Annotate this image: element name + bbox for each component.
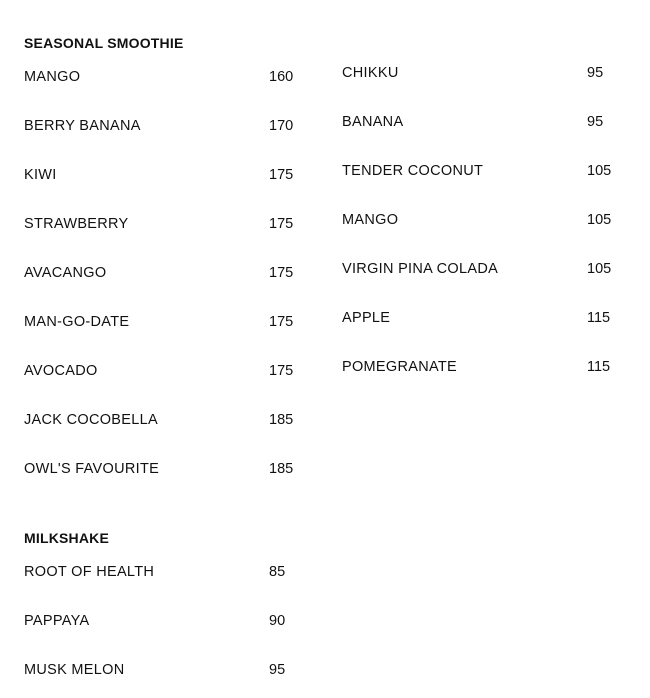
- menu-item-name: BANANA: [342, 114, 404, 130]
- menu-item-name: TENDER COCONUT: [342, 163, 484, 179]
- menu-item-name: AVOCADO: [24, 363, 98, 379]
- menu-item-name: KIWI: [24, 167, 57, 183]
- menu-item-name: MUSK MELON: [24, 662, 125, 678]
- menu-item-price: 105: [587, 261, 612, 277]
- menu-item-price: 105: [587, 212, 612, 228]
- menu-item-price: 105: [587, 163, 612, 179]
- menu-item-name: AVACANGO: [24, 265, 107, 281]
- menu-item-name: MANGO: [24, 69, 81, 85]
- menu-item-price: 160: [269, 69, 294, 85]
- menu-item-price: 85: [269, 564, 286, 580]
- menu-item-name: MAN-GO-DATE: [24, 314, 130, 330]
- menu-item-price: 115: [587, 310, 611, 326]
- section-title-milkshake: MILKSHAKE: [24, 530, 110, 546]
- menu-item-name: PAPPAYA: [24, 613, 90, 629]
- menu-item-name: JACK COCOBELLA: [24, 412, 158, 428]
- menu-item-name: ROOT OF HEALTH: [24, 564, 155, 580]
- menu-item-price: 170: [269, 118, 294, 134]
- menu-item-price: 95: [269, 662, 286, 678]
- menu-item-price: 185: [269, 412, 294, 428]
- menu-item-name: APPLE: [342, 310, 391, 326]
- menu-item-price: 185: [269, 461, 294, 477]
- menu-item-price: 175: [269, 314, 294, 330]
- menu-item-name: MANGO: [342, 212, 399, 228]
- menu-item-price: 95: [587, 114, 604, 130]
- menu-item-price: 95: [587, 65, 604, 81]
- menu-item-name: VIRGIN PINA COLADA: [342, 261, 499, 277]
- menu-item-name: STRAWBERRY: [24, 216, 129, 232]
- menu-item-price: 115: [587, 359, 611, 375]
- menu-item-price: 175: [269, 216, 294, 232]
- menu-item-price: 175: [269, 363, 294, 379]
- menu-item-name: OWL'S FAVOURITE: [24, 461, 160, 477]
- menu-item-price: 175: [269, 167, 294, 183]
- menu-item-name: POMEGRANATE: [342, 359, 458, 375]
- section-title-seasonal-smoothie: SEASONAL SMOOTHIE: [24, 35, 184, 51]
- menu-item-price: 175: [269, 265, 294, 281]
- menu-item-price: 90: [269, 613, 286, 629]
- menu-item-name: BERRY BANANA: [24, 118, 141, 134]
- menu-item-name: CHIKKU: [342, 65, 399, 81]
